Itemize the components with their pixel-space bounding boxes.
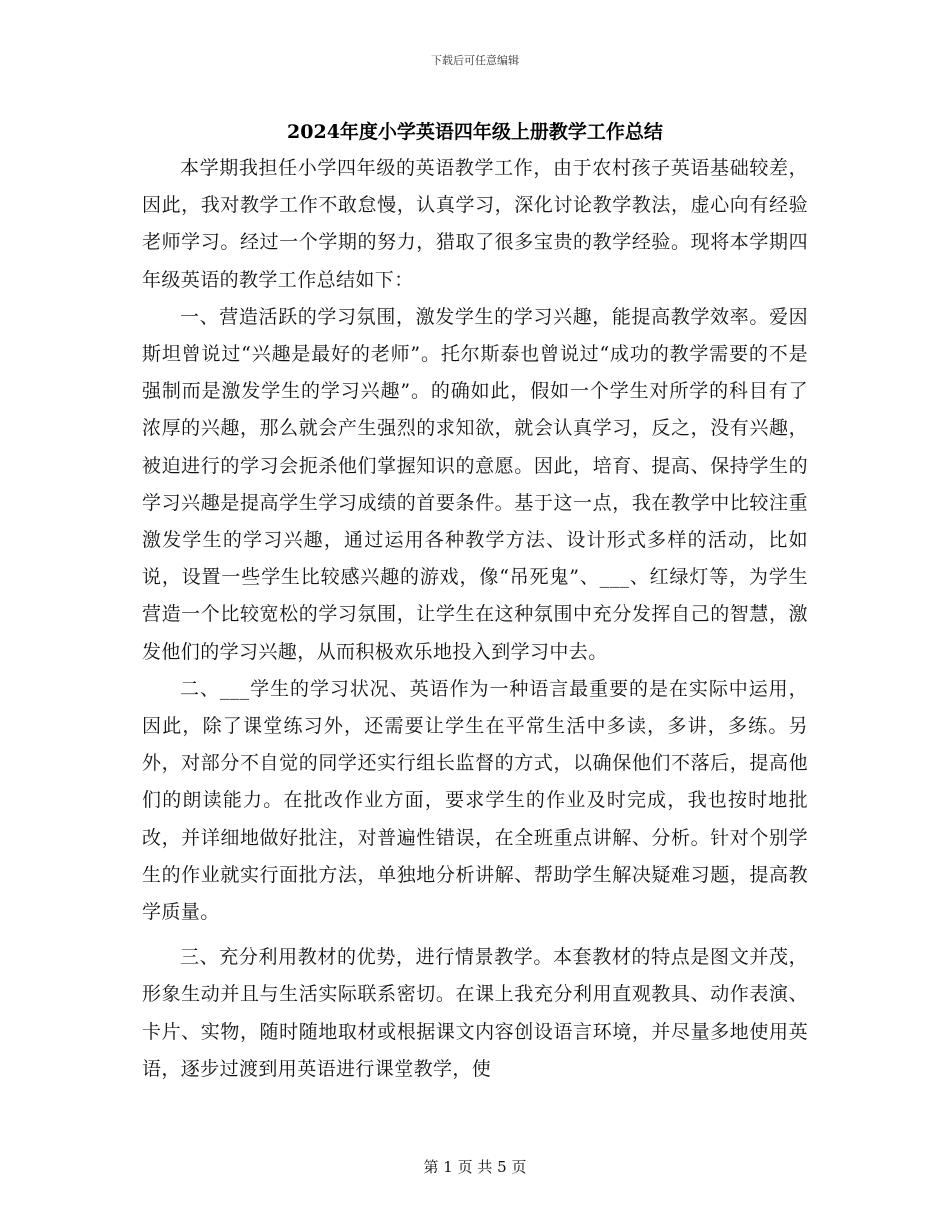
paragraph-section-2: 二、___学生的学习状况、英语作为一种语言最重要的是在实际中运用，因此，除了课堂练习外，还需要让学生在平常生活中多读，多讲，多练。另外，对部分不自觉的同学还实行组长监督的方式，以确保他们不落后，提高他们的朗读能力。在批改作业方面，要求学生的作业及时完成，我也按时地批改，并详细地做好批注，对普遍性错误，在全班重点讲解、分析。针对个别学生的作业就实行面批方法，单独地分析讲解、帮助学生解决疑难习题，提高教学质量。 [142, 677, 808, 924]
page-header-note: 下载后可任意编辑 [431, 54, 519, 67]
document-body [142, 150, 808, 1088]
page-number-footer: 第 1 页 共 5 页 [423, 1158, 527, 1176]
document-title: 2024年度小学英语四年级上册教学工作总结 [287, 121, 663, 143]
paragraph-section-3: 三、充分利用教材的优势，进行情景教学。本套教材的特点是图文并茂，形象生动并且与生活实际联系密切。在课上我充分利用直观教具、动作表演、卡片、实物，随时随地取材或根据课文内容创设语言环境，并尽量多地使用英语，逐步过渡到用英语进行课堂教学，使 [142, 946, 808, 1080]
paragraph-intro: 本学期我担任小学四年级的英语教学工作，由于农村孩子英语基础较差，因此，我对教学工作不敢怠慢，认真学习，深化讨论教学教法，虚心向有经验老师学习。经过一个学期的努力，猎取了很多宝贵的教学经验。现将本学期四年级英语的教学工作总结如下： [142, 157, 808, 291]
paragraph-section-1: 一、营造活跃的学习氛围，激发学生的学习兴趣，能提高教学效率。爱因斯坦曾说过“兴趣是最好的老师”。托尔斯泰也曾说过“成功的教学需要的不是强制而是激发学生的学习兴趣”。的确如此，假如一个学生对所学的科目有了浓厚的兴趣，那么就会产生强烈的求知欲，就会认真学习，反之，没有兴趣，被迫进行的学习会扼杀他们掌握知识的意愿。因此，培育、提高、保持学生的学习兴趣是提高学生学习成绩的首要条件。基于这一点，我在教学中比较注重激发学生的学习兴趣，通过运用各种教学方法、设计形式多样的活动，比如说，设置一些学生比较感兴趣的游戏，像“吊死鬼”、___、红绿灯等，为学生营造一个比较宽松的学习氛围，让学生在这种氛围中充分发挥自己的智慧，激发他们的学习兴趣，从而积极欢乐地投入到学习中去。 [142, 305, 808, 663]
